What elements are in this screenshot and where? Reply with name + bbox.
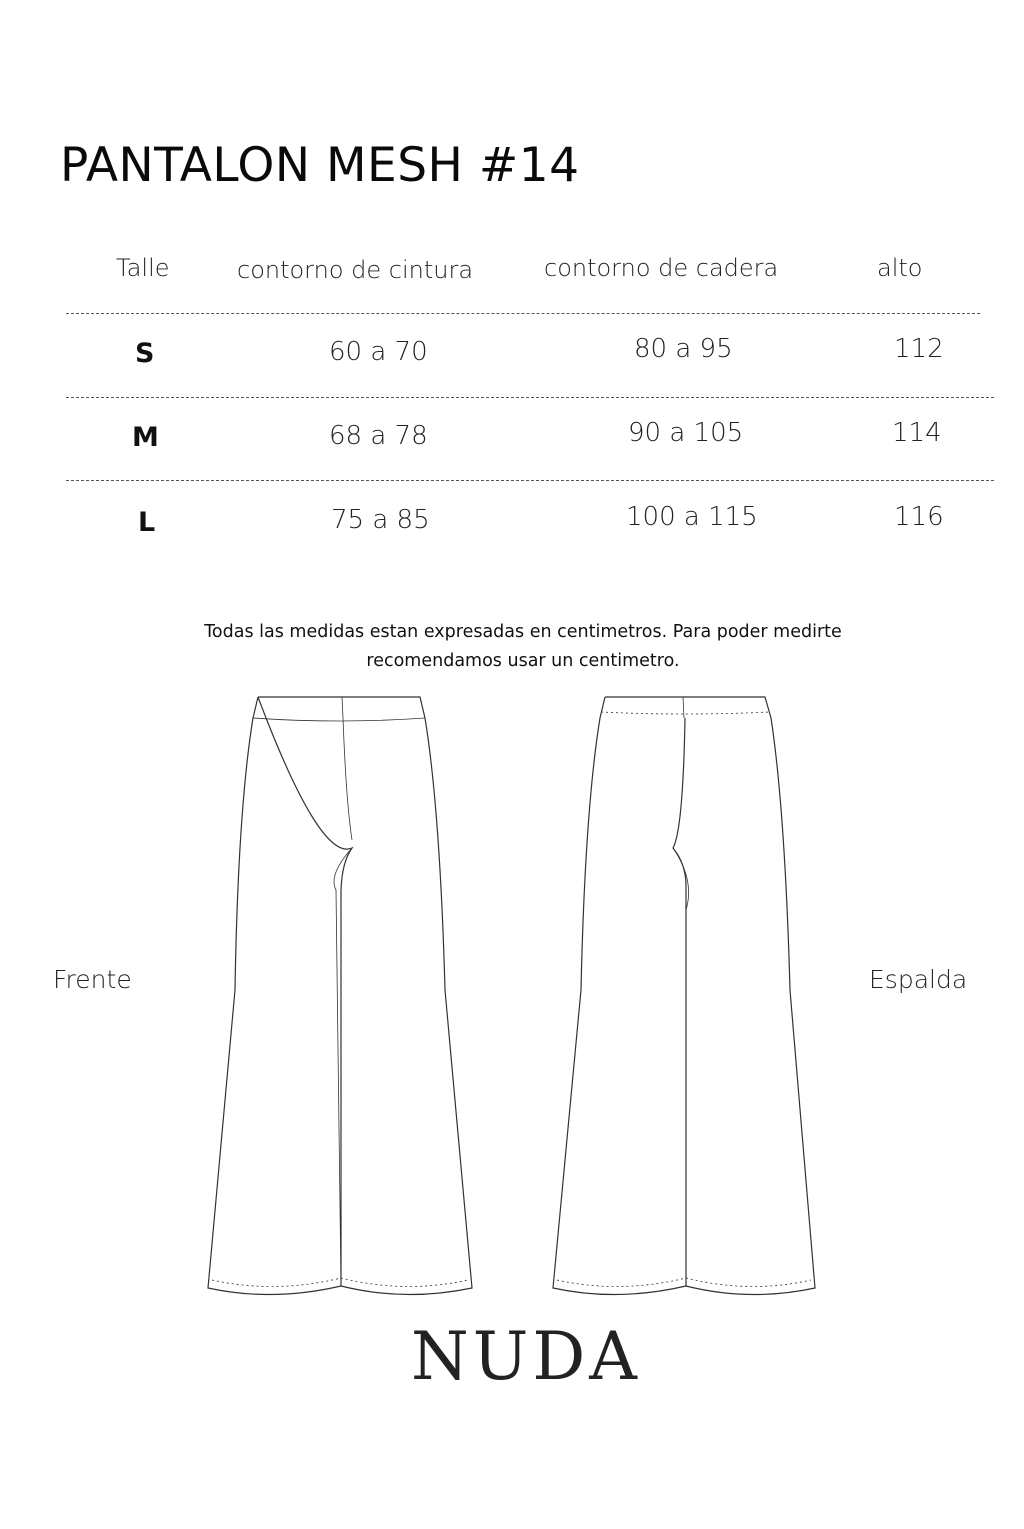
row-s-size: S (135, 338, 155, 369)
header-height: alto (877, 254, 923, 282)
table-divider (66, 480, 994, 481)
back-left-leg (553, 697, 686, 1295)
back-label: Espalda (869, 965, 968, 994)
table-divider (66, 313, 980, 314)
row-s-waist: 60 a 70 (329, 337, 428, 367)
front-waistband (253, 718, 425, 721)
row-l-size: L (138, 507, 156, 538)
back-center-seam (683, 697, 684, 718)
front-label: Frente (53, 965, 132, 994)
header-hip: contorno de cadera (544, 254, 779, 282)
front-hem-stitch (212, 1278, 468, 1287)
measurement-note (0, 618, 1024, 676)
header-size: Talle (116, 254, 170, 282)
pants-back-icon (545, 690, 830, 1310)
back-waistband-stitch (601, 712, 770, 714)
row-m-height: 114 (892, 418, 942, 448)
row-l-height: 116 (894, 502, 944, 532)
row-l-waist: 75 a 85 (331, 505, 430, 535)
front-center-seam (342, 697, 352, 840)
pants-front-icon (200, 690, 485, 1310)
back-outline (605, 697, 815, 1295)
row-m-hip: 90 a 105 (628, 418, 744, 448)
note-line-2: recomendamos usar un centimetro. (366, 651, 680, 671)
page-title: PANTALON MESH #14 (60, 138, 580, 193)
table-divider (66, 397, 994, 398)
front-inseam (334, 848, 352, 1286)
front-outline (258, 697, 472, 1295)
row-m-size: M (132, 422, 159, 453)
front-left-leg (208, 697, 341, 1295)
back-hem-stitch (557, 1278, 811, 1287)
row-s-height: 112 (894, 334, 944, 364)
header-waist: contorno de cintura (237, 256, 474, 284)
row-l-hip: 100 a 115 (626, 502, 758, 532)
note-line-1: Todas las medidas estan expresadas en centimetros. Para poder medirte (204, 622, 842, 642)
row-s-hip: 80 a 95 (634, 334, 733, 364)
brand-logo: NUDA (411, 1318, 641, 1395)
row-m-waist: 68 a 78 (329, 421, 428, 451)
